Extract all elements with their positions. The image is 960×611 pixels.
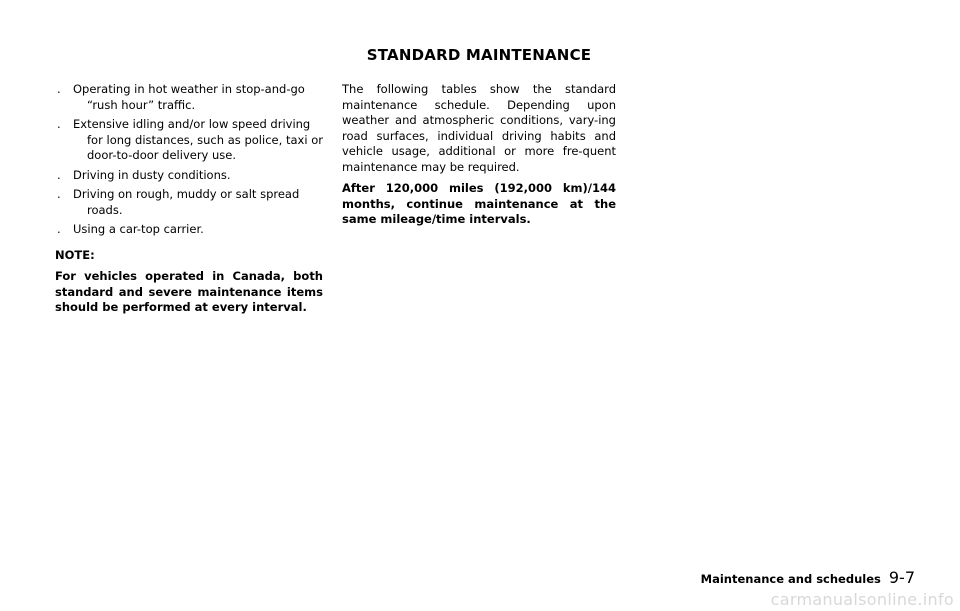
section-title: STANDARD MAINTENANCE <box>366 46 592 64</box>
condition-list <box>55 82 323 238</box>
page-footer <box>701 568 915 587</box>
list-item <box>55 168 323 184</box>
bullet-icon: . <box>57 187 61 201</box>
list-item <box>55 117 323 164</box>
list-item <box>55 187 323 218</box>
page-number: 9-7 <box>888 568 915 587</box>
list-item-text: Driving in dusty conditions. <box>73 167 231 182</box>
list-item <box>55 222 323 238</box>
bullet-icon: . <box>57 117 61 131</box>
left-column <box>55 82 323 316</box>
note-body: For vehicles operated in Canada, both standard and severe maintenance items should be performed at every interval. <box>55 269 323 314</box>
bullet-icon: . <box>57 167 61 182</box>
watermark: carmanualsonline.info <box>770 590 954 609</box>
list-item-text: Using a car-top carrier. <box>73 222 204 236</box>
list-item <box>55 82 323 113</box>
section-label: Maintenance and schedules <box>700 572 881 586</box>
list-item-text: Extensive idling and/or low speed driving for long distances, such as police, taxi or door-to-door delivery use. <box>73 117 323 162</box>
bullet-icon: . <box>57 222 61 236</box>
bullet-icon: . <box>57 82 61 96</box>
note-heading: NOTE: <box>55 247 95 262</box>
list-item-text: Operating in hot weather in stop-and-go “rush hour” traffic. <box>73 82 305 112</box>
list-item-text: Driving on rough, muddy or salt spread roads. <box>73 187 300 217</box>
intro-paragraph: The following tables show the standard maintenance schedule. Depending upon weather and atmospheric conditions, vary-ing road surfaces, individual driving habits and vehicle usage, additional or more fre-quent maintenance may be required. <box>342 82 616 174</box>
interval-note: After 120,000 miles (192,000 km)/144 months, continue maintenance at the same mileage/time intervals. <box>342 181 616 226</box>
right-column <box>342 82 616 228</box>
